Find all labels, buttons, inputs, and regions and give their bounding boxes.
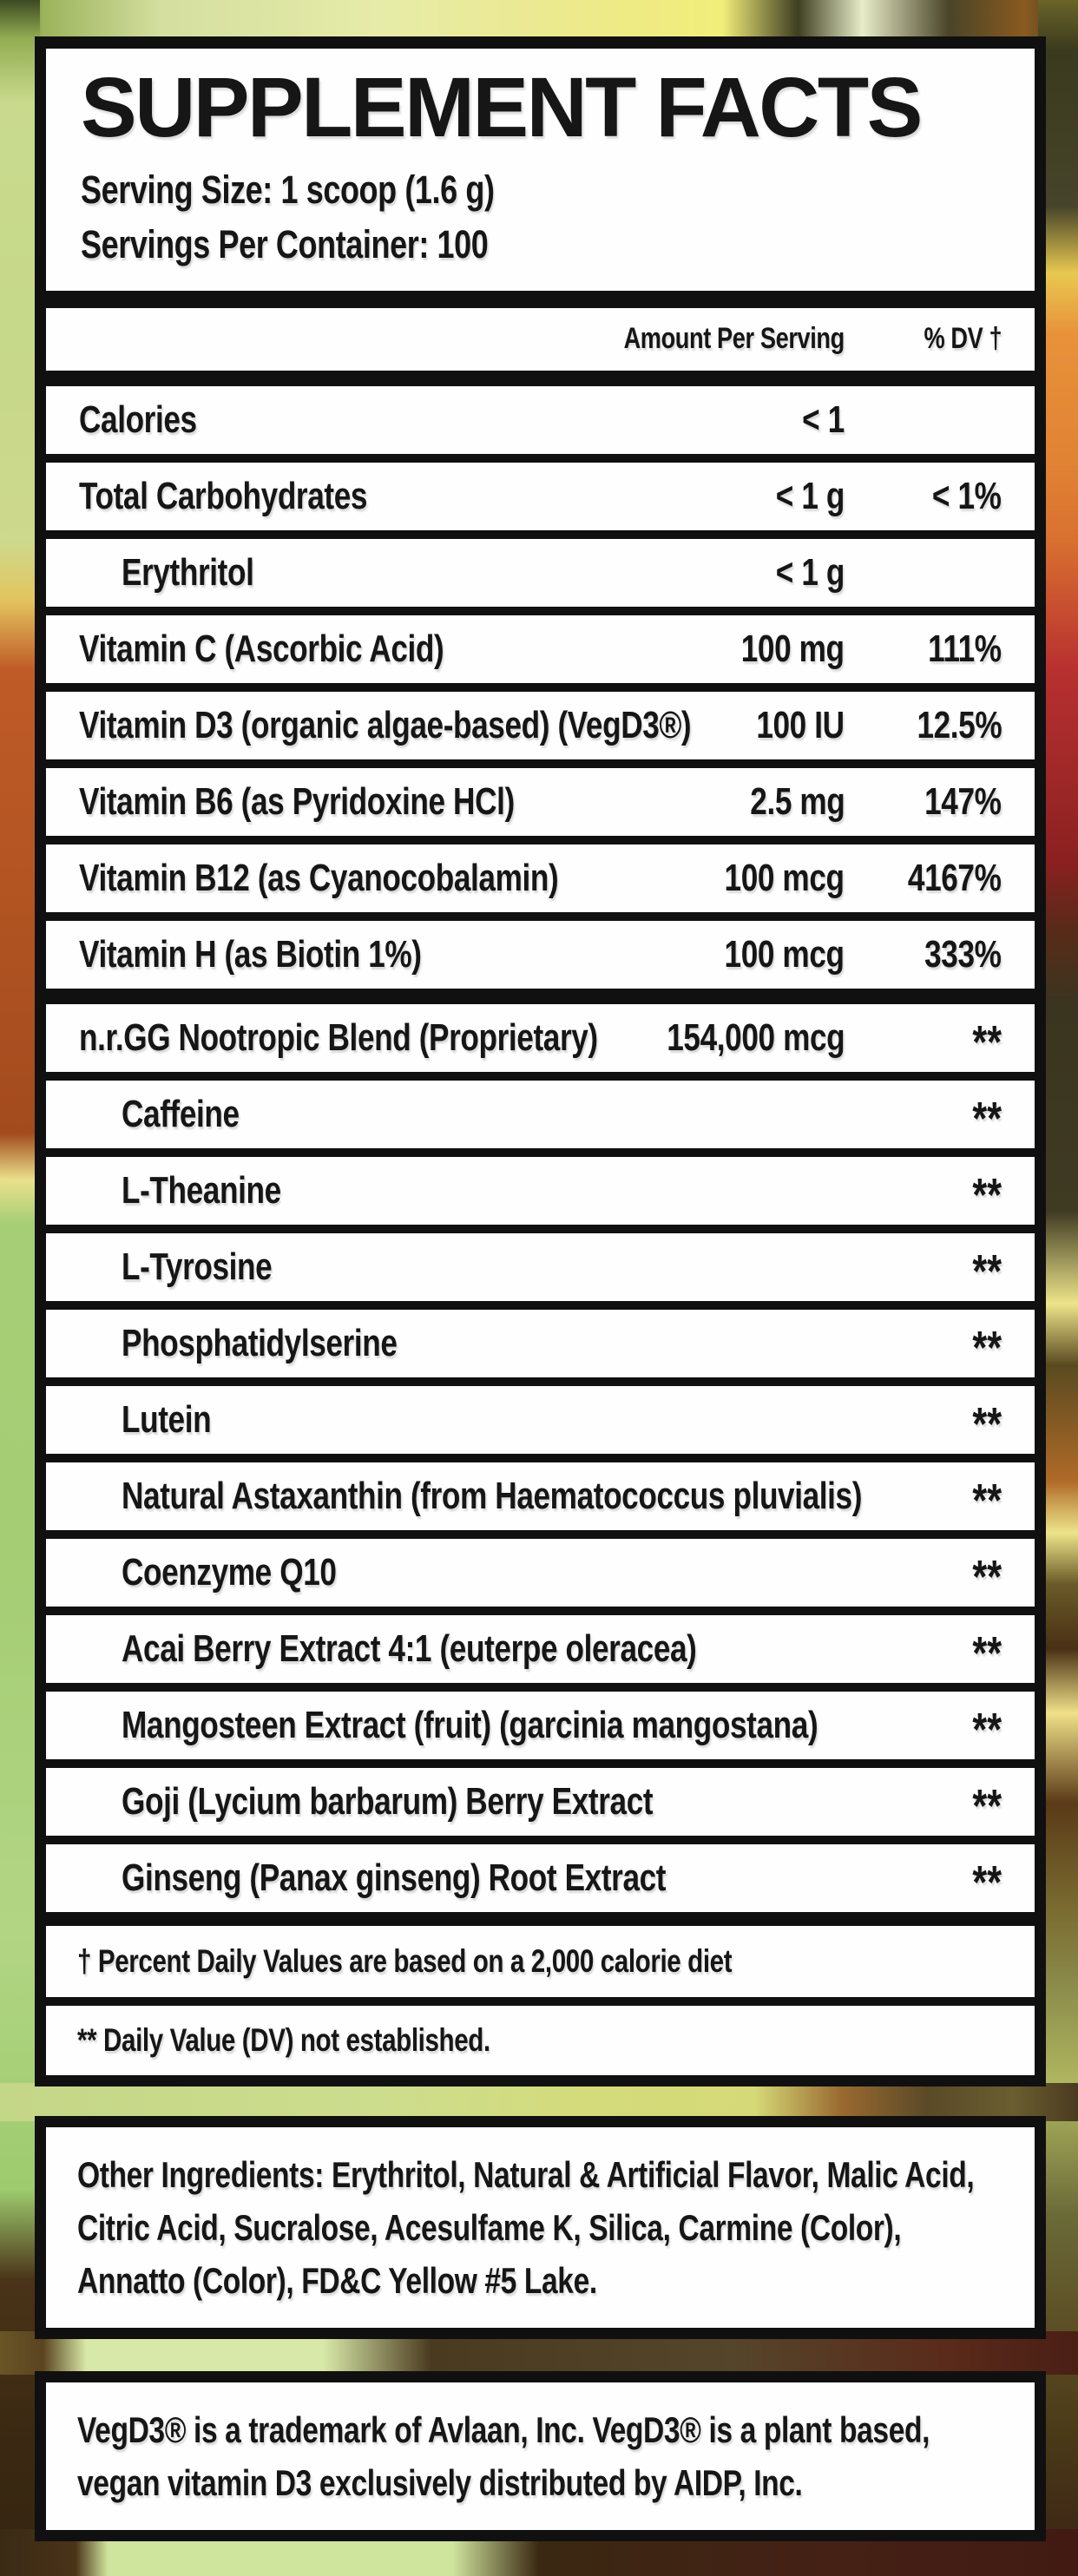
dv-value: ** [972,1168,1002,1221]
table-row [46,1692,1035,1759]
servings-per-container: Servings Per Container: 100 [81,221,489,266]
column-amount-header: Amount Per Serving [623,322,845,356]
amount-value: 100 mg [741,627,845,670]
supplement-facts-panel [35,36,1046,2086]
dv-value: 333% [924,932,1002,976]
other-ingredients-box [35,2116,1046,2339]
table-row [46,1233,1035,1301]
dv-value: ** [972,1245,1002,1298]
table-row [46,463,1035,530]
table-row [46,1004,1035,1072]
dv-value: ** [972,1626,1002,1679]
amount-value: < 1 g [775,474,845,517]
ingredient-name: Ginseng (Panax ginseng) Root Extract [122,1856,667,1899]
dv-value: ** [972,1550,1002,1603]
dv-value: ** [972,1779,1002,1832]
dv-value: ** [972,1321,1002,1374]
amount-value: 100 IU [756,703,845,746]
table-row [46,1844,1035,1912]
dv-value: ** [972,1092,1002,1145]
dv-value: ** [972,1397,1002,1450]
ingredient-name: Vitamin D3 (organic algae-based) (VegD3®) [79,703,692,746]
ingredient-name: Lutein [122,1397,212,1441]
dv-value: 147% [924,779,1002,823]
footnote-daily-values: † Percent Daily Values are based on a 2,000 calorie diet [46,1926,1035,1997]
amount-value: 2.5 mg [749,779,845,823]
ingredient-name: Acai Berry Extract 4:1 (euterpe oleracea) [122,1626,697,1670]
ingredient-name: Vitamin H (as Biotin 1%) [79,932,422,976]
table-row [46,1462,1035,1530]
table-row [46,1386,1035,1454]
dv-value: ** [972,1856,1002,1909]
ingredient-name: Calories [79,398,197,441]
amount-value: 100 mcg [724,856,845,899]
dv-value [845,551,1002,595]
amount-value: < 1 [802,398,845,441]
column-headers [46,308,1035,371]
table-row [46,692,1035,759]
ingredient-name: Mangosteen Extract (fruit) (garcinia mangostana) [122,1703,818,1746]
ingredient-name: Coenzyme Q10 [122,1550,337,1594]
serving-size: Serving Size: 1 scoop (1.6 g) [81,167,495,212]
table-row [46,844,1035,912]
dv-value: ** [972,1015,1002,1068]
ingredient-name: Natural Astaxanthin (from Haematococcus pluvialis) [122,1474,863,1517]
column-dv-header: % DV † [924,322,1002,356]
supplement-facts-title: SUPPLEMENT FACTS [81,60,921,154]
footnote-dv-not-established: ** Daily Value (DV) not established. [46,2006,1035,2075]
dv-value: < 1% [932,474,1002,517]
table-row [46,539,1035,607]
ingredient-name: n.r.GG Nootropic Blend (Proprietary) [79,1015,598,1059]
ingredient-name: Vitamin C (Ascorbic Acid) [79,627,444,670]
ingredient-name: Phosphatidylserine [122,1321,398,1364]
dv-value: 4167% [908,856,1002,899]
ingredient-name: Erythritol [122,550,254,594]
table-row [46,921,1035,989]
ingredient-name: Total Carbohydrates [79,474,368,517]
dv-value: ** [972,1703,1002,1756]
table-row [46,1310,1035,1377]
table-row [46,768,1035,836]
ingredient-name: Vitamin B6 (as Pyridoxine HCl) [79,779,515,823]
table-row [46,1157,1035,1225]
other-ingredients-text: Other Ingredients: Erythritol, Natural & Artificial Flavor, Malic Acid, Citric Acid, Sucralose, Acesulfame K, Silica, Carmine (Color), Annatto (Color), FD&C Yellow #5 Lake. [77,2154,975,2301]
trademark-text: VegD3® is a trademark of Avlaan, Inc. VegD3® is a plant based, vegan vitamin D3 exclusively distributed by AIDP, Inc. [77,2409,930,2503]
ingredient-name: L-Theanine [122,1168,281,1212]
dv-value: 111% [928,627,1002,670]
table-row [46,1768,1035,1836]
table-row [46,615,1035,683]
ingredient-name: Caffeine [122,1092,240,1135]
background-top-band [0,0,1078,40]
table-row [46,1539,1035,1607]
dv-value: ** [972,1474,1002,1527]
panel-header [46,49,1035,291]
dv-value [845,398,1002,442]
table-row [46,1615,1035,1683]
ingredient-name: Vitamin B12 (as Cyanocobalamin) [79,856,559,899]
ingredient-name: Goji (Lycium barbarum) Berry Extract [122,1779,654,1823]
amount-value: 154,000 mcg [667,1015,845,1059]
trademark-box [35,2371,1046,2541]
table-row [46,1081,1035,1148]
amount-value: < 1 g [775,550,845,594]
ingredient-name: L-Tyrosine [122,1245,273,1288]
amount-value: 100 mcg [724,932,845,976]
dv-value: 12.5% [917,703,1002,746]
table-row [46,386,1035,454]
